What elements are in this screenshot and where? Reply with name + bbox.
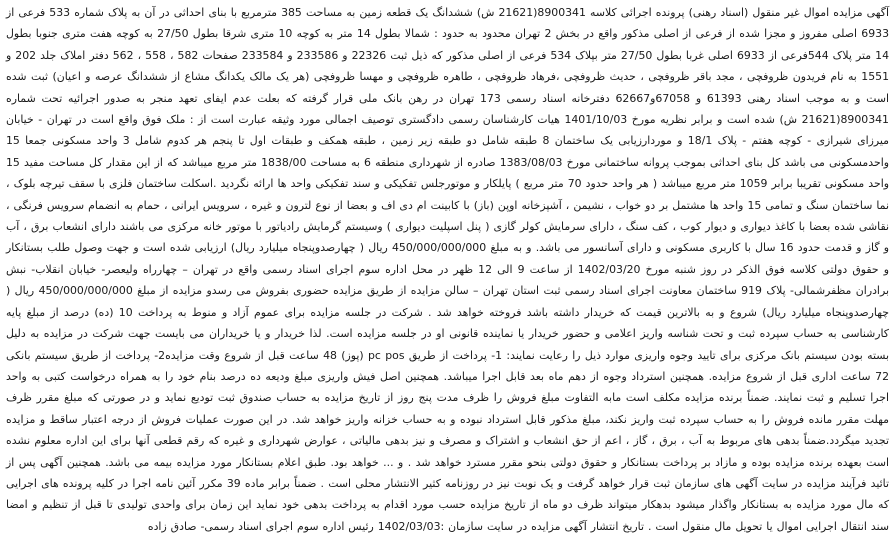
notice-body: آگهی مزایده اموال غیر منقول (اسناد رهنی) پرونده اجرائی کلاسه 8900341(21621 ش) ششدانگ یک قطعه زمین به مساحت 385 مترمربع با بنای احداثی در آن به پلاک شماره 533 فرعی از 6933 اصلی مفروز و مجزا شده از فرعی از اصلی مذکور واقع در بخش 2 تهران محدود به حدود : شمالا بطول 14 متر به کوچه 10 متری شرقا بطول 27/50 به کوچه هفت متری جنوبا بطول 14 متر پلاک 544فرعی از 6933 اصلی غربا بطول 27/50 متر بپلاک 534 فرعی از اصلی مذکور که ذیل ثبت 22326 و 233586 و 233584 صفحات 582 ، 558 ، 562 دفتر املاک جلد 202 و 1551 به نام فریدون ظروفچی ، مجد باقر ظروفچی ، حدیث ظروفچی ،فرهاد ظروفچی ، طاهره ظروفچی و مهسا ظروفچی (هر یک مالک یکدانگ مشاع از ششدانگ عرصه و اعیان) ثبت شده است و به موجب اسناد رهنی 61393 و 67058و62667 دفترخانه اسناد رسمی 173 تهران در رهن بانک ملی قرار گرفته که بعلت عدم ایفای تعهد منجر به صدور اجرائیه تحت شماره 8900341(21621 ش) شده است و برابر نظریه مورخ 1401/10/03 هیات کارشناسان رسمی دادگستری توصیف اجمالی مورد وثیقه عبارت است از : ملک فوق واقع است در تهران - خیابان میرزای شیرازی - کوچه هفتم - پلاک 18/1 و موردارزیابی یک ساختمان 8 طبقه شامل دو طبقه زیر زمین ، طبقه همکف و طبقات اول تا پنجم هر کدوم شامل 3 واحد مسکونی جمعا 15 واحدمسکونی می باشد کل بنای احداثی بموجب پروانه ساختمانی مورخ 1383/08/03 صادره از شهرداری منطقه 6 به مساحت 1838/00 متر مربع میباشد که از این مقدار کل مساحت مفید 15 واحد مسکونی تقریبا برابر 1059 متر مربع میباشد ( هر واحد حدود 70 متر مربع ) پایلکار و موتورجلس تفکیکی و سند تفکیکی واحد ها ارائه نگردید .اسکلت ساختمان فلزی با سقف تیرچه بلوک ، نما ساختمان سنگ و تمامی 15 واحد ها مشتمل بر دو خواب ، نشیمن ، آشپزخانه اوپن (باز) با کابینت ام دی اف و بعضا از نوع لترون و غیره ، سرویس ایرانی ، حمام به انضمام سرویس فرنگی ، نقاشی شده بعضا با کاغذ دیواری و دیوار کوب ، کف سنگ ، دارای سرمایش کولر گازی ( پنل اسپلیت دیواری ) وسیستم گرمایش رادیاتور با موتور خانه مرکزی می باشند دارای انشعاب برق ، آب و گاز و قدمت حدود 16 سال با کاربری مسکونی و دارای آسانسور می باشد. و به مبلغ 450/000/000/000 ریال ( چهارصدوپنجاه میلیارد ریال) ارزیابی شده است و جهت وصول طلب بستانکار و حقوق دولتی کلاسه فوق الذکر در روز شنبه مورخ 1402/03/20 از ساعت 9 الی 12 ظهر در محل اداره سوم اجرای اسناد رسمی واقع در تهران – چهارراه ولیعصر- خیابان انقلاب- نبش برادران مظفرشمالی- پلاک 919 ساختمان معاونت اجرای اسناد رسمی ثبت استان تهران – سالن مزایده از طریق مزایده حضوری بفروش می رسدو مزایده از مبلغ 450/000/000/000 ریال ( چهارصدوپنجاه میلیارد ریال) شروع و به بالاترین قیمت که خریدار داشته باشد فروخته خواهد شد . شرکت در جلسه مزایده برای عموم آزاد و منوط به پرداخت 10 (ده) درصد از مبلغ پایه کارشناسی به حساب سپرده ثبت و تحت شناسه واریز اعلامی و حضور خریدار یا نماینده قانونی او در جلسه مزایده است. لذا خریدار و یا خریداران می بایست جهت شرکت در مزایده به دلیل بسته بودن سیستم بانک مرکزی برای تایید وجوه واریزی موارد ذیل را رعایت نمایند: 1- پرداخت از طریق pc pos (پوز) 48 ساعت قبل از شروع وقت مزایده2- پرداخت از طریق سیستم بانکی 72 ساعت اداری قبل از شروع مزایده. همچنین استرداد وجوه از دهم ماه بعد قابل اجرا میباشد. همچنین اصل فیش واریزی مبلغ ودیعه ده درصد بنام خود را به همراه درخواست کتبی به واحد اجرا تسلیم و ثبت نمایند. ضمناً برنده مزایده مکلف است مابه التفاوت مبلغ فروش را ظرف مدت پنج روز از تاریخ مزایده به حساب صندوق ثبت تودیع نماید و در صورتی که مبلغ مقرر ظرف مهلت مقرر مانده فروش را به حساب سپرده ثبت واریز نکند، مبلغ مذکور قابل استرداد نبوده و به حساب خزانه واریز خواهد شد. در این صورت عملیات فروش از درجه اعتبار ساقط و مزایده تجدید میگردد.ضمناً بدهی های مربوط به آب ، برق ، گاز ، اعم از حق انشعاب و اشتراک و مصرف و نیز بدهی مالیاتی ، عوارض شهرداری و غیره که رقم قطعی آنها برای این اداره معلوم نشده است بعهده برنده مزایده بوده و مازاد بر پرداخت بستانکار و حقوق دولتی بنحو مقرر مسترد خواهد شد . و ... خواهد بود. طبق اعلام بستانکار مورد مزایده بیمه می باشد. همچنین آگهی پس از تائید فرآیند مزایده در سایت آگهی های سازمان ثبت قرار خواهد گرفت و یک نوبت نیز در روزنامه کثیر الانتشار محلی است . ضمناً برابر ماده 39 مکرر آئین نامه اجرا در کلیه پرونده های اجرایی که مال مورد مزایده به بستانکار واگذار میشود بدهکار میتواند ظرف دو ماه از تاریخ مزایده حسب مورد اقدام به پرداخت بدهی خود نماید این زمان برای واحدی تولیدی تا قبل از تنظیم و امضا سند انتقال اجرایی اموال یا تحویل مال منقول است . تاریخ انتشار آگهی مزایده در سایت سازمان :1402/03/03 رئیس اداره سوم اجرای اسناد — [6, 6, 890, 533]
notice-signature: رسمی- صادق زاده — [147, 519, 235, 533]
